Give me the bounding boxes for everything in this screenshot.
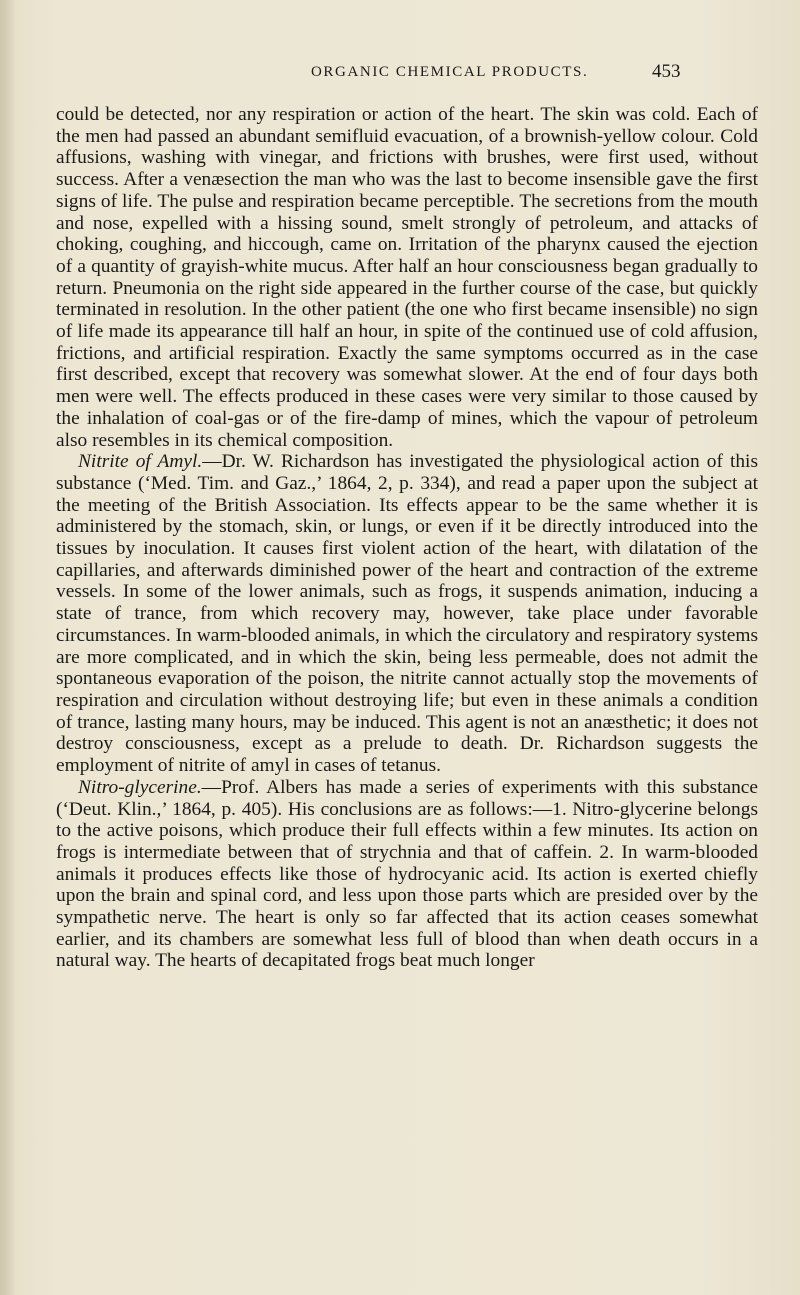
gutter-shadow <box>0 0 16 1295</box>
paragraph-petroleum-cases <box>56 104 758 451</box>
page-number: 453 <box>652 61 681 82</box>
section-heading-nitrite-of-amyl: Nitrite of Amyl. <box>78 451 203 473</box>
body-text <box>56 104 758 972</box>
running-head-title: ORGANIC CHEMICAL PRODUCTS. <box>311 64 589 80</box>
paragraph-text: —Dr. W. Richardson has investigated the physiological action of this substance (‘Med. Tim. and Gaz.,’ 1864, 2, p. 334), and read a paper upon the subject at the meeting of the British Association. Its effects appear to be the same whether it is administered by the stomach, skin, or lungs, or even if it be directly introduced into the tissues by inoculation. It causes first violent action of the heart, with dilatation of the capillaries, and afterwards diminished power of the heart and contraction of the extreme vessels. In some of the lower animals, such as frogs, it suspends animation, inducing a state of trance, from which recovery may, however, take place under favorable circumstances. In warm-blooded animals, in which the circulatory and respiratory systems are more complicated, and in which the skin, being less permeable, does not admit the spontaneous evaporation of the poison, the nitrite cannot actually stop the movements of respiration and circulation without destroying life; but even in these animals a condition of trance, lasting many hours, may be induced. This agent is not an anæsthetic; it does not destroy consciousness, except as a prelude to death. Dr. Richardson suggests the employment of nitrite of amyl in cases of tetanus. <box>56 451 758 777</box>
paragraph-text: —Prof. Albers has made a series of experiments with this substance (‘Deut. Klin.,’ 1864, p. 405). His conclusions are as follows:—1. Nitro-glycerine belongs to the active poisons, which produce their full effects within a few minutes. Its action on frogs is intermediate between that of strychnia and that of caffein. 2. In warm-blooded animals it produces effects like those of hydrocyanic acid. Its action is exerted chiefly upon the brain and spinal cord, and less upon those parts which are presided over by the sympathetic nerve. The heart is only so far affected that its action ceases somewhat earlier, and its chambers are somewhat less full of blood than when death occurs in a natural way. The hearts of decapitated frogs beat much longer <box>56 776 758 972</box>
paragraph-text: could be detected, nor any respiration or action of the heart. The skin was cold. Each of the men had passed an abundant semifluid evacuation, of a brownish-yellow colour. Cold affusions, washing with vinegar, and frictions with brushes, were first used, without success. After a venæsection the man who was the last to become insensible gave the first signs of life. The pulse and respiration became perceptible. The secretions from the mouth and nose, expelled with a hissing sound, smelt strongly of petroleum, and attacks of choking, coughing, and hiccough, came on. Irritation of the pharynx caused the ejection of a quantity of grayish-white mucus. After half an hour consciousness began gradually to return. Pneumonia on the right side appeared in the further course of the case, but quickly terminated in resolution. In the other patient (the one who first became insensible) no sign of life made its appearance till half an hour, in spite of the continued use of cold affusion, frictions, and artificial respiration. Exactly the same symptoms occurred as in the case first described, except that recovery was somewhat slower. At the end of four days both men were well. The effects produced in these cases were very similar to those caused by the inhalation of coal-gas or of the fire-damp of mines, which the vapour of petroleum also resembles in its chemical composition. <box>56 104 758 451</box>
paragraph-nitrite-of-amyl <box>56 451 758 777</box>
paragraph-nitro-glycerine <box>56 777 758 972</box>
running-head <box>226 61 800 94</box>
section-heading-nitro-glycerine: Nitro-glycerine. <box>78 776 202 798</box>
